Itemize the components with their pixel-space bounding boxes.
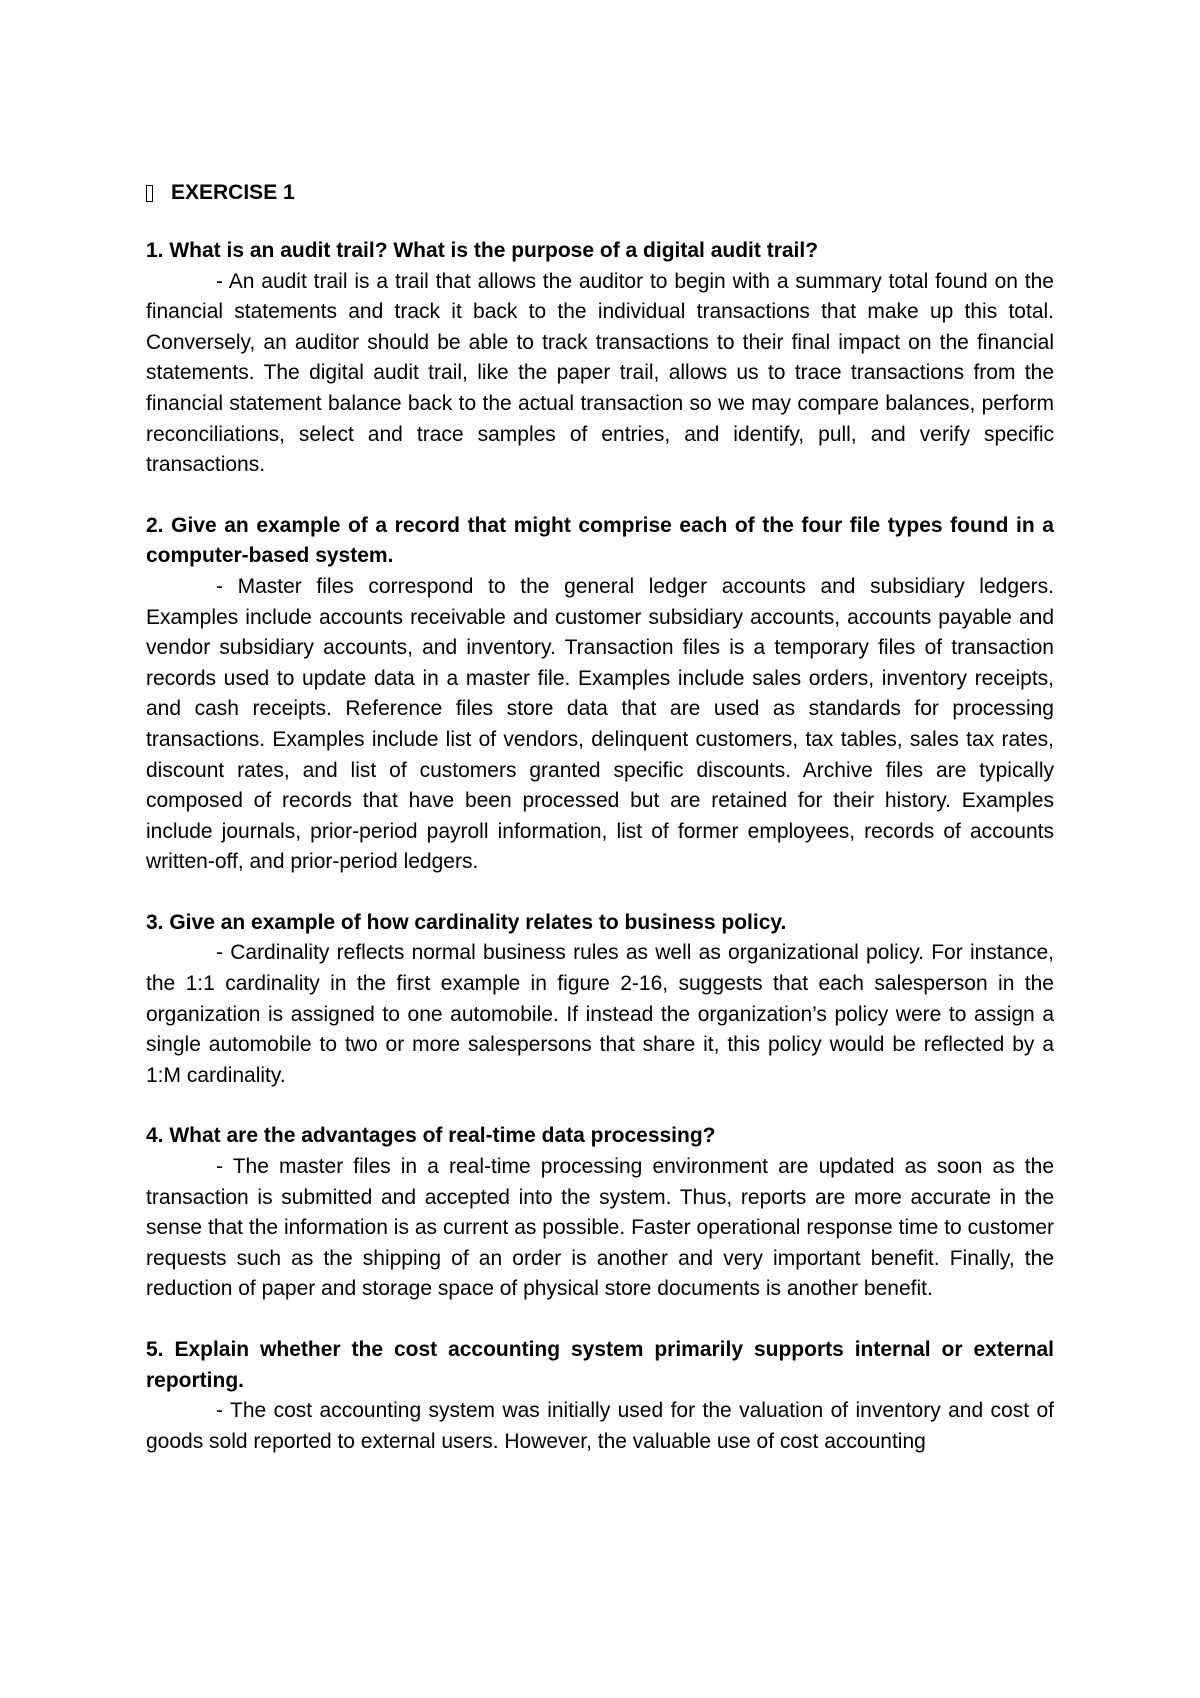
- document-body: [146, 178, 1054, 1487]
- question-answer: - An audit trail is a trail that allows the auditor to begin with a summary total found on the financial statements and track it back to the individual transactions that make up this total. Conversely, an auditor should be able to track transactions to their final impact on the financial statements. The digital audit trail, like the paper trail, allows us to trace transactions from the financial statement balance back to the actual transaction so we may compare balances, perform reconciliations, select and trace samples of entries, and identify, pull, and verify specific transactions.: [146, 269, 1054, 477]
- question-4: [146, 1121, 1054, 1305]
- question-answer: - Master files correspond to the general ledger accounts and subsidiary ledgers. Examples include accounts receivable and customer subsidiary accounts, accounts payable and vendor subsidiary accounts, and inventory. Transaction files is a temporary files of transaction records used to update data in a master file. Examples include sales orders, inventory receipts, and cash receipts. Reference files store data that are used as standards for processing transactions. Examples include list of vendors, delinquent customers, tax tables, sales tax rates, discount rates, and list of customers granted specific discounts. Archive files are typically composed of records that have been processed but are retained for their history. Examples include journals, prior-period payroll information, list of former employees, records of accounts written-off, and prior-period ledgers.: [146, 574, 1054, 874]
- question-title: 2. Give an example of a record that might comprise each of the four file types found in a computer-based system.: [146, 513, 1054, 568]
- question-1: [146, 236, 1054, 481]
- question-2: [146, 511, 1054, 878]
- exercise-heading: [146, 178, 1054, 208]
- exercise-title: EXERCISE 1: [171, 180, 295, 204]
- question-answer: - The cost accounting system was initially used for the valuation of inventory and cost of goods sold reported to external users. However, the valuable use of cost accounting: [146, 1399, 1054, 1453]
- question-answer: - The master files in a real-time processing environment are updated as soon as the transaction is submitted and accepted into the system. Thus, reports are more accurate in the sense that the information is as current as possible. Faster operational response time to customer requests such as the shipping of an order is another and very important benefit. Finally, the reduction of paper and storage space of physical store documents is another benefit.: [146, 1155, 1054, 1301]
- question-answer: - Cardinality reflects normal business rules as well as organizational policy. For instance, the 1:1 cardinality in the first example in figure 2-16, suggests that each salesperson in the organization is assigned to one automobile. If instead the organization’s policy were to assign a single automobile to two or more salespersons that share it, this policy would be reflected by a 1:M cardinality.: [146, 941, 1054, 1087]
- question-3: [146, 908, 1054, 1092]
- box-bullet-icon: [146, 185, 153, 202]
- question-title: 5. Explain whether the cost accounting system primarily supports internal or external reporting.: [146, 1338, 1054, 1392]
- question-5: [146, 1335, 1054, 1457]
- question-title: 3. Give an example of how cardinality relates to business policy.: [146, 910, 787, 934]
- question-title: 1. What is an audit trail? What is the purpose of a digital audit trail?: [146, 239, 819, 262]
- question-title: 4. What are the advantages of real-time data processing?: [146, 1124, 716, 1148]
